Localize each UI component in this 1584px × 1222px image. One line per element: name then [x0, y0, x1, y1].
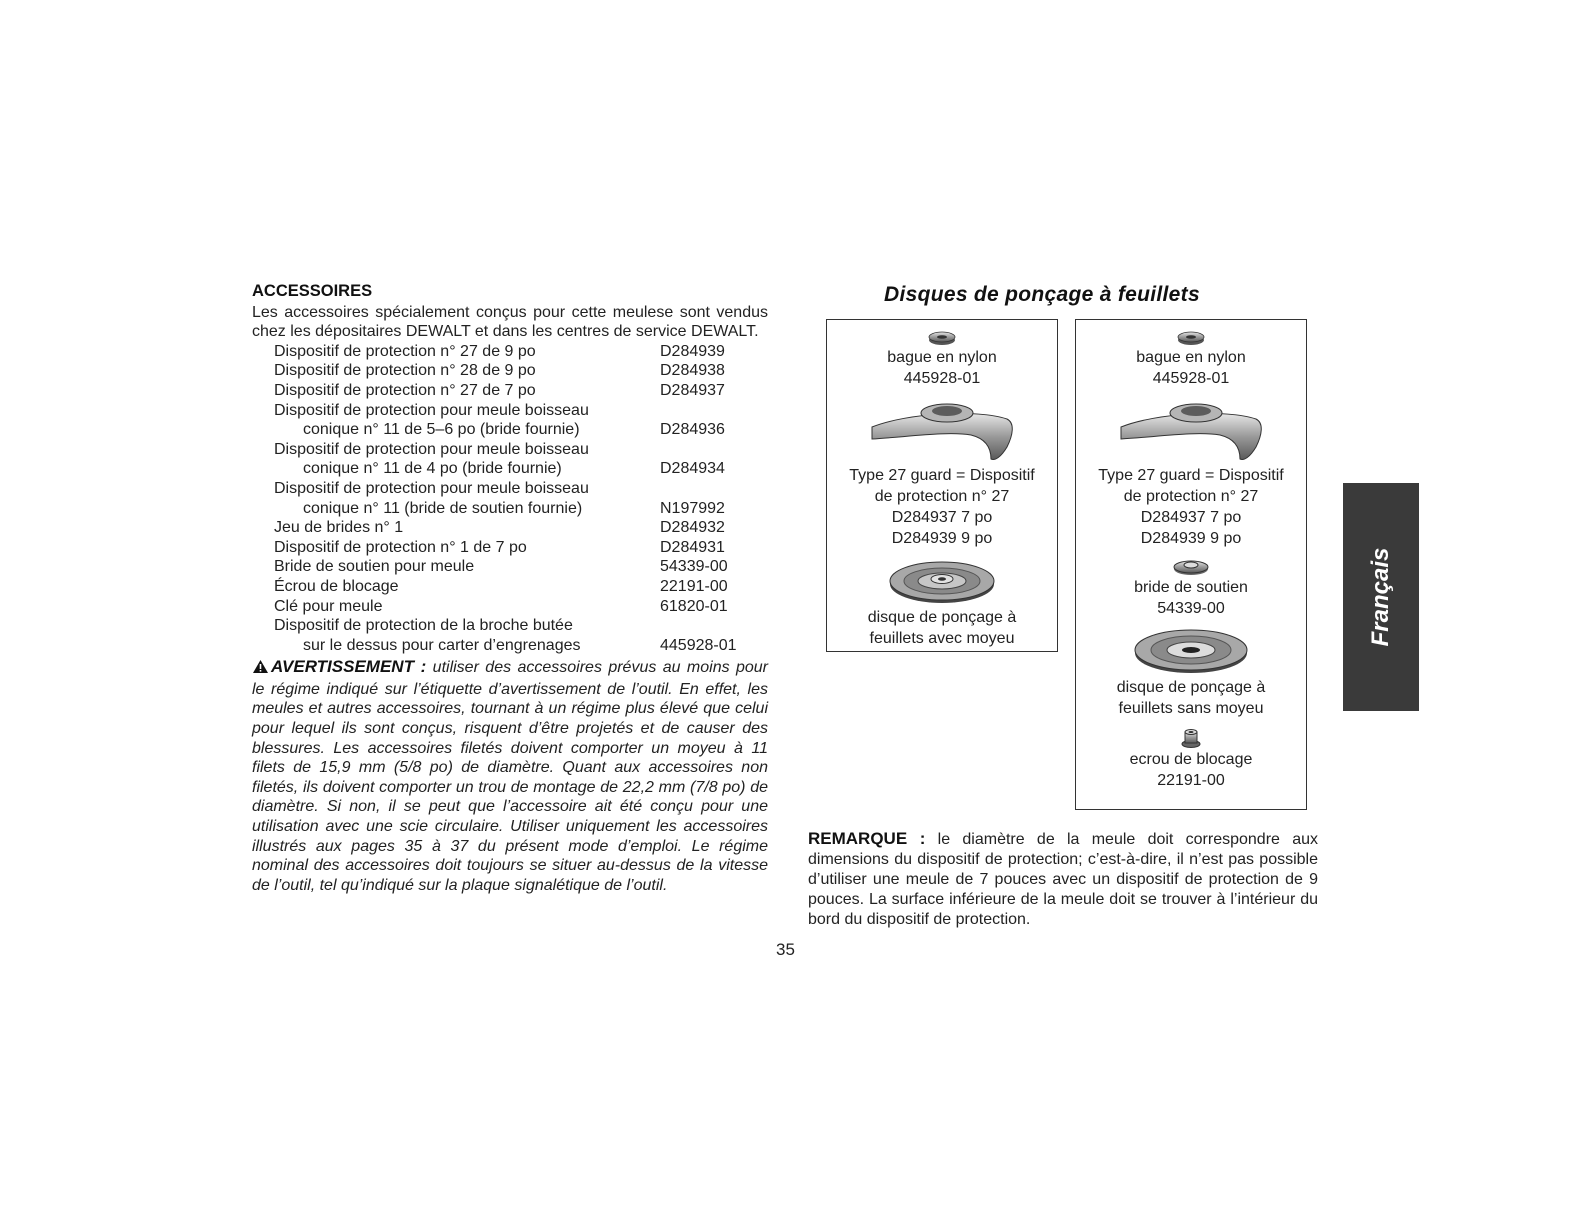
remarque-label: REMARQUE :: [808, 829, 926, 848]
accessories-heading: ACCESSOIRES: [252, 282, 373, 300]
warning-paragraph: [252, 657, 768, 895]
list-item: Dispositif de protection n° 1 de 7 po D284931: [274, 538, 725, 556]
language-tab: [1343, 483, 1419, 711]
warning-label: AVERTISSEMENT :: [271, 657, 427, 677]
warning-text: utiliser des accessoires prévus au moins pour le régime indiqué sur l’étiquette d’avertissement de l’outil. En effet, les meules et autres accessoires, tournant à un régime plus élevé que celui pour lequel ils sont conçus, risquent d’être projetés et de causer des blessures. Les accessoires filetés doivent comporter un moyeu à 11 filets de 15,9 mm (5/8 po) de diamètre. Quant aux accessoires non filetés, ils doivent comporter un trou de montage de 22,2 mm (7/8 po) de diamètre. Si non, il se peut que l’accessoire ait été conçu pour une utilisation avec une scie circulaire. Utiliser uniquement les accessoires illustrés aux pages 35 à 37 du présent mode d’emploi. Le régime nominal des accessoires doit toujours se situer au-dessus de la vitesse de l’outil, tel qu’indiqué sur la plaque signalétique de l’outil.: [252, 659, 768, 894]
list-item: Clé pour meule 61820-01: [274, 597, 728, 615]
accessories-intro: Les accessoires spécialement conçus pour cette meulese sont vendus chez les dépositaires DEWALT et dans les centres de service DEWALT.: [252, 303, 768, 341]
nylon-ring-icon: [1176, 329, 1206, 347]
language-tab-label: Français: [1367, 547, 1394, 647]
list-item: Écrou de blocage 22191-00: [274, 577, 728, 595]
warning-icon: [252, 659, 269, 680]
list-item: Dispositif de protection pour meule boisseau conique n° 11 de 4 po (bride fournie) D284934: [274, 440, 725, 478]
list-item: Dispositif de protection pour meule boisseau conique n° 11 de 5–6 po (bride fournie) D284936: [274, 401, 725, 439]
list-item: Dispositif de protection n° 28 de 9 po D284938: [274, 362, 725, 380]
list-item: Dispositif de protection de la broche butée sur le dessus pour carter d’engrenages 445928-01: [274, 617, 737, 654]
guard-icon: [1116, 395, 1266, 465]
list-item: Dispositif de protection n° 27 de 7 po D284937: [274, 381, 725, 399]
lock-nut-icon: [1180, 727, 1202, 749]
remarque-text: le diamètre de la meule doit correspondre aux dimensions du dispositif de protection; c’est-à-dire, il n’est pas possible d’utiliser une meule de 7 pouces avec un dispositif de protection de 9 pouces. La surface inférieure de la meule doit se trouver à l’intérieur du bord du dispositif de protection.: [808, 831, 1318, 928]
list-item: Dispositif de protection n° 27 de 9 po D284939: [274, 342, 725, 360]
accessory-list: [274, 342, 768, 656]
flap-disc-title: Disques de ponçage à feuillets: [884, 283, 1200, 306]
backing-flange-icon: [1171, 557, 1211, 577]
flap-disc-hub-icon: [887, 557, 997, 605]
guard-icon: [867, 395, 1017, 465]
remarque-paragraph: [808, 829, 1318, 930]
flap-disc-hub-box: bague en nylon 445928-01 Type 27 guard = Dispositif de protection n° 27 D284937 7 po D284939 9 po disque de ponçage à feuillets avec moyeu: [826, 319, 1058, 652]
list-item: Jeu de brides n° 1 D284932: [274, 519, 725, 537]
page-number: 35: [776, 940, 795, 959]
list-item: Dispositif de protection pour meule boisseau conique n° 11 (bride de soutien fournie) N197992: [274, 479, 725, 517]
list-item: Bride de soutien pour meule 54339-00: [274, 558, 728, 576]
nylon-ring-icon: [927, 329, 957, 347]
accessories-section: [252, 282, 768, 895]
flap-disc-no-hub-box: bague en nylon 445928-01 Type 27 guard = Dispositif de protection n° 27 D284937 7 po D284939 9 po bride de soutien 54339-00 disque de ponçage à feuillets sans moyeu ecrou de blocage 22191-00: [1075, 319, 1307, 810]
flap-disc-no-hub-icon: [1131, 625, 1251, 675]
